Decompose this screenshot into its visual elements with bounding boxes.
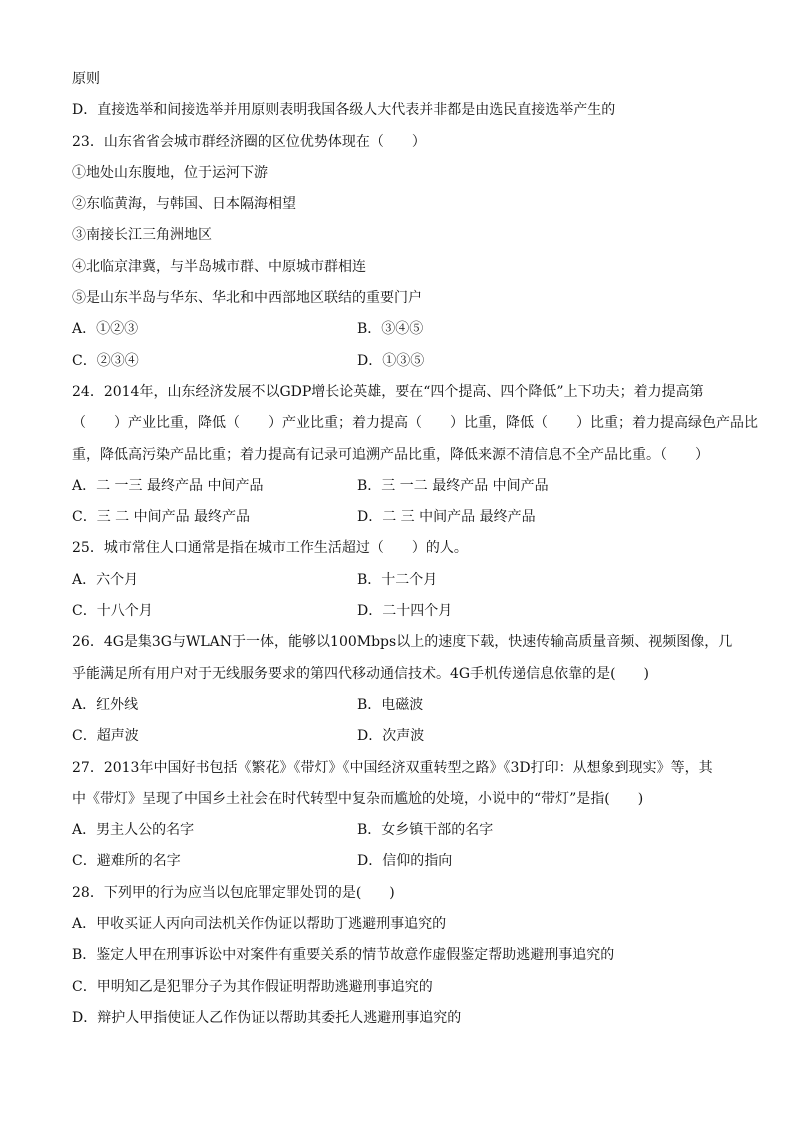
question-24-cont: （ ）产业比重，降低（ ）产业比重；着力提高（ ）比重，降低（ ）比重；着力提高绿色产品比 <box>72 415 758 432</box>
options-row <box>72 314 722 345</box>
options-row <box>72 471 722 502</box>
question-27-cont: 中《带灯》呈现了中国乡土社会在时代转型中复杂而尴尬的处境，小说中的“带灯”是指( ) <box>72 790 644 807</box>
options-row <box>72 565 722 596</box>
question-27: 27．2013年中国好书包括《繁花》《带灯》《中国经济双重转型之路》《3D打印：从想象到现实》等，其 <box>72 759 713 776</box>
text-line: 原则 <box>72 71 100 87</box>
option-d: D．①③⑤ <box>357 352 425 369</box>
text-line: D．直接选举和间接选举并用原则表明我国各级人大代表并非都是由选民直接选举产生的 <box>72 102 616 119</box>
options-row <box>72 690 722 721</box>
options-row <box>72 346 722 377</box>
option-a: A．红外线 <box>72 696 139 713</box>
statement-line: ⑤是山东半岛与华东、华北和中西部地区联结的重要门户 <box>72 290 422 307</box>
option-d: D．次声波 <box>357 728 425 745</box>
option-a: A．二 一三 最终产品 中间产品 <box>72 477 264 494</box>
option-c: C．三 二 中间产品 最终产品 <box>72 509 251 526</box>
option-d: D．二 三 中间产品 最终产品 <box>357 509 536 526</box>
statement-line: ①地处山东腹地，位于运河下游 <box>72 164 268 181</box>
question-28: 28．下列甲的行为应当以包庇罪定罪处罚的是( ) <box>72 884 395 901</box>
option-c: C．②③④ <box>72 352 139 369</box>
option-d: D．信仰的指向 <box>357 853 453 870</box>
question-26: 26．4G是集3G与WLAN于一体，能够以100Mbps以上的速度下载，快速传输高质量音频、视频图像，几 <box>72 634 733 651</box>
options-row <box>72 846 722 877</box>
option-b: B．三 一二 最终产品 中间产品 <box>357 477 549 494</box>
options-row <box>72 815 722 846</box>
option-a: A．六个月 <box>72 571 139 588</box>
option-c: C．甲明知乙是犯罪分子为其作假证明帮助逃避刑事追究的 <box>72 978 433 995</box>
option-d: D．辩护人甲指使证人乙作伪证以帮助其委托人逃避刑事追究的 <box>72 1009 462 1026</box>
options-row <box>72 596 722 627</box>
statement-line: ④北临京津冀，与半岛城市群、中原城市群相连 <box>72 258 366 275</box>
option-b: B．③④⑤ <box>357 321 424 338</box>
options-row <box>72 502 722 533</box>
statement-line: ③南接长江三角洲地区 <box>72 227 212 244</box>
option-c: C．超声波 <box>72 728 139 745</box>
option-a: A．①②③ <box>72 321 139 338</box>
option-b: B．女乡镇干部的名字 <box>357 822 494 839</box>
option-b: B．电磁波 <box>357 696 424 713</box>
option-a: A．甲收买证人丙向司法机关作伪证以帮助丁逃避刑事追究的 <box>72 916 447 933</box>
option-c: C．避难所的名字 <box>72 853 181 870</box>
question-23: 23．山东省省会城市群经济圈的区位优势体现在（ ） <box>72 133 426 150</box>
option-d: D．二十四个月 <box>357 603 453 620</box>
option-c: C．十八个月 <box>72 603 153 620</box>
options-row <box>72 721 722 752</box>
question-26-cont: 乎能满足所有用户对于无线服务要求的第四代移动通信技术。4G手机传递信息依靠的是( ) <box>72 665 650 682</box>
option-b: B．鉴定人甲在刑事诉讼中对案件有重要关系的情节故意作虚假鉴定帮助逃避刑事追究的 <box>72 947 615 964</box>
exam-page <box>72 64 758 1034</box>
statement-line: ②东临黄海，与韩国、日本隔海相望 <box>72 196 296 213</box>
question-25: 25．城市常住人口通常是指在城市工作生活超过（ ）的人。 <box>72 540 468 557</box>
question-24-cont: 重，降低高污染产品比重；着力提高有记录可追溯产品比重，降低来源不清信息不全产品比重。（ ） <box>72 446 709 463</box>
option-b: B．十二个月 <box>357 571 438 588</box>
option-a: A．男主人公的名字 <box>72 822 195 839</box>
question-24: 24．2014年，山东经济发展不以GDP增长论英雄，要在“四个提高、四个降低”上下功夫；着力提高第 <box>72 383 704 400</box>
